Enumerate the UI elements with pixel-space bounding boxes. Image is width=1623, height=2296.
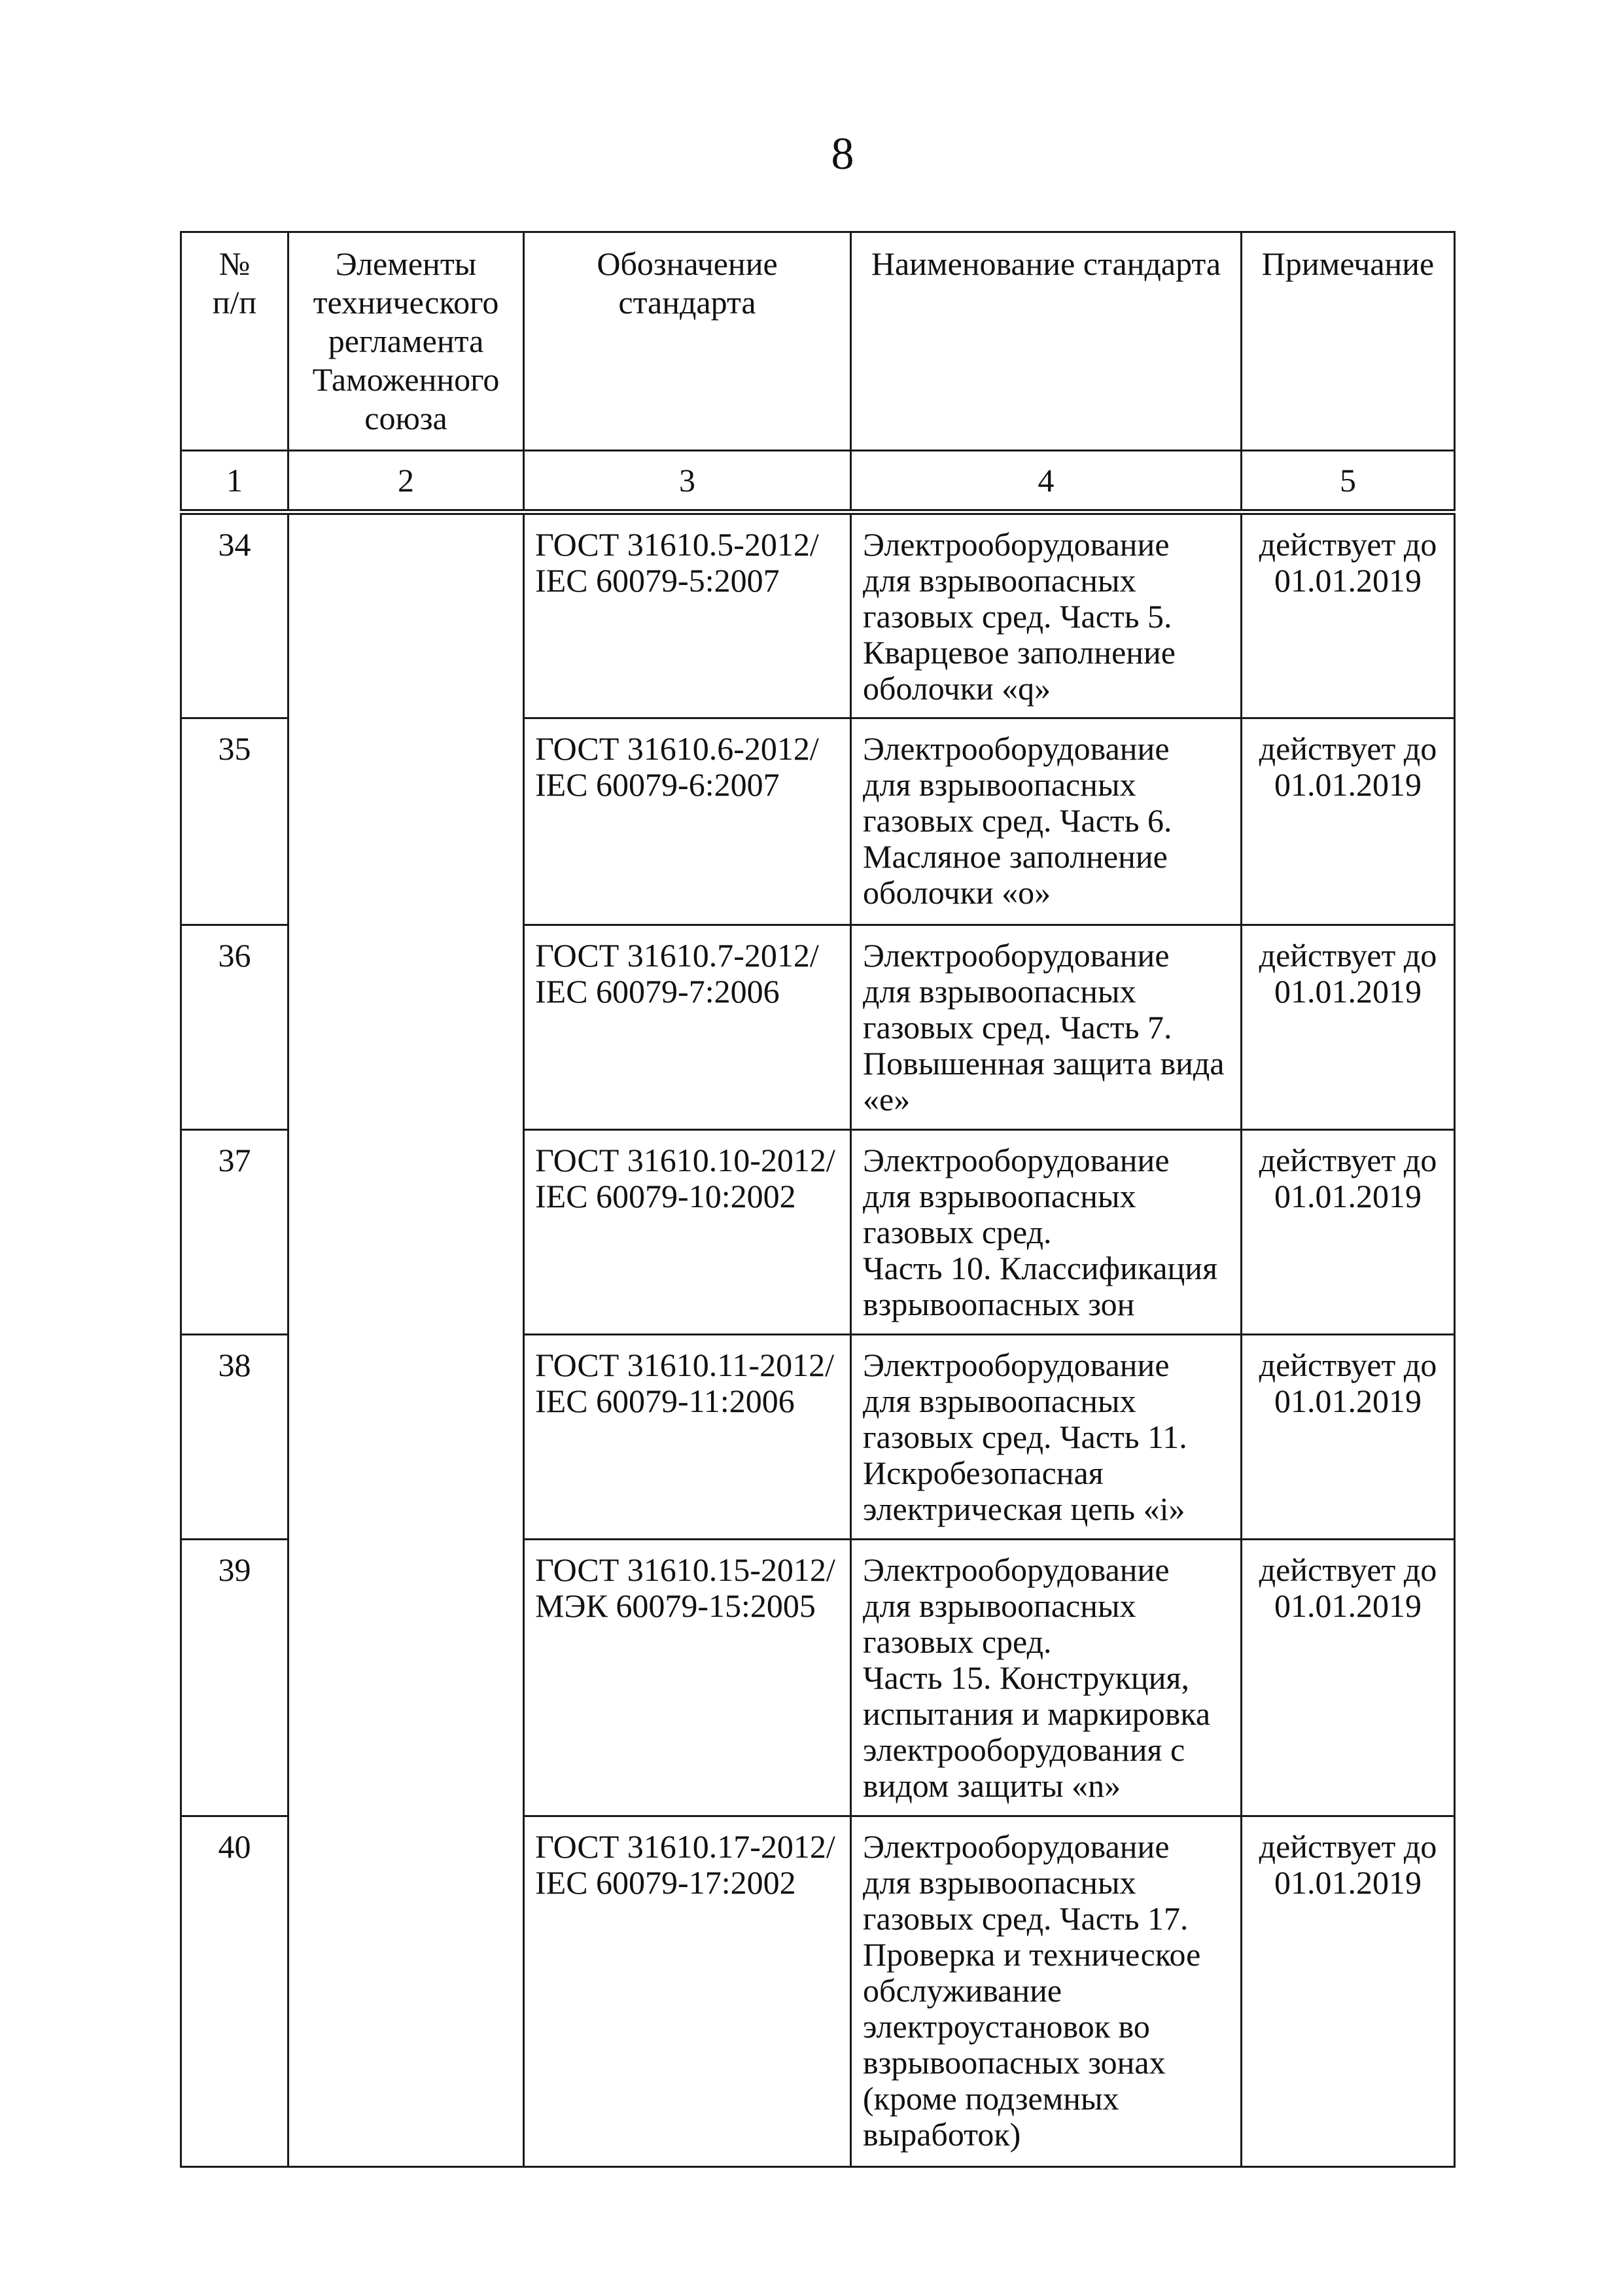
row-number: 39 <box>181 1540 288 1816</box>
table-row <box>181 512 1455 718</box>
page-number: 8 <box>831 129 854 179</box>
header-row <box>181 232 1455 451</box>
note: действует до 01.01.2019 <box>1242 1540 1455 1816</box>
standard-name: Электрооборудование для взрывоопасных газовых сред. Часть 15. Конструкция, испытания и маркировка электрооборудования с видом защиты «n» <box>851 1540 1242 1816</box>
header-standard-name: Наименование стандарта <box>851 232 1242 451</box>
standard-designation: ГОСТ 31610.7-2012/ IEC 60079-7:2006 <box>524 925 851 1130</box>
row-number: 40 <box>181 1816 288 2167</box>
row-number: 35 <box>181 718 288 925</box>
row-number: 34 <box>181 512 288 718</box>
standard-designation: ГОСТ 31610.5-2012/ IEC 60079-5:2007 <box>524 512 851 718</box>
column-number-row <box>181 451 1455 512</box>
standard-name: Электрооборудование для взрывоопасных газовых сред. Часть 17. Проверка и техническое обслуживание электроустановок во взрывоопасных зонах (кроме подземных выработок) <box>851 1816 1242 2167</box>
note: действует до 01.01.2019 <box>1242 718 1455 925</box>
column-number: 1 <box>181 451 288 512</box>
standard-designation: ГОСТ 31610.15-2012/ МЭК 60079-15:2005 <box>524 1540 851 1816</box>
standard-designation: ГОСТ 31610.17-2012/ IEC 60079-17:2002 <box>524 1816 851 2167</box>
column-number: 5 <box>1242 451 1455 512</box>
standard-name: Электрооборудование для взрывоопасных газовых сред. Часть 11. Искробезопасная электрическая цепь «i» <box>851 1335 1242 1540</box>
standard-designation: ГОСТ 31610.11-2012/ IEC 60079-11:2006 <box>524 1335 851 1540</box>
standard-name: Электрооборудование для взрывоопасных газовых сред. Часть 10. Классификация взрывоопасных зон <box>851 1130 1242 1335</box>
note: действует до 01.01.2019 <box>1242 1130 1455 1335</box>
row-number: 36 <box>181 925 288 1130</box>
header-standard-designation: Обозначение стандарта <box>524 232 851 451</box>
standard-name: Электрооборудование для взрывоопасных газовых сред. Часть 7. Повышенная защита вида «e» <box>851 925 1242 1130</box>
standard-name: Электрооборудование для взрывоопасных газовых сред. Часть 6. Масляное заполнение оболочки «o» <box>851 718 1242 925</box>
note: действует до 01.01.2019 <box>1242 1335 1455 1540</box>
standard-name: Электрооборудование для взрывоопасных газовых сред. Часть 5. Кварцевое заполнение оболочки «q» <box>851 512 1242 718</box>
standard-designation: ГОСТ 31610.10-2012/ IEC 60079-10:2002 <box>524 1130 851 1335</box>
note: действует до 01.01.2019 <box>1242 512 1455 718</box>
standard-designation: ГОСТ 31610.6-2012/ IEC 60079-6:2007 <box>524 718 851 925</box>
row-number: 37 <box>181 1130 288 1335</box>
standards-table <box>180 231 1456 2168</box>
header-regulation-elements: Элементы технического регламента Таможенного союза <box>288 232 524 451</box>
regulation-elements-merged-cell <box>288 512 524 2167</box>
column-number: 2 <box>288 451 524 512</box>
note: действует до 01.01.2019 <box>1242 1816 1455 2167</box>
column-number: 3 <box>524 451 851 512</box>
note: действует до 01.01.2019 <box>1242 925 1455 1130</box>
row-number: 38 <box>181 1335 288 1540</box>
column-number: 4 <box>851 451 1242 512</box>
header-item-number: № п/п <box>181 232 288 451</box>
header-note: Примечание <box>1242 232 1455 451</box>
